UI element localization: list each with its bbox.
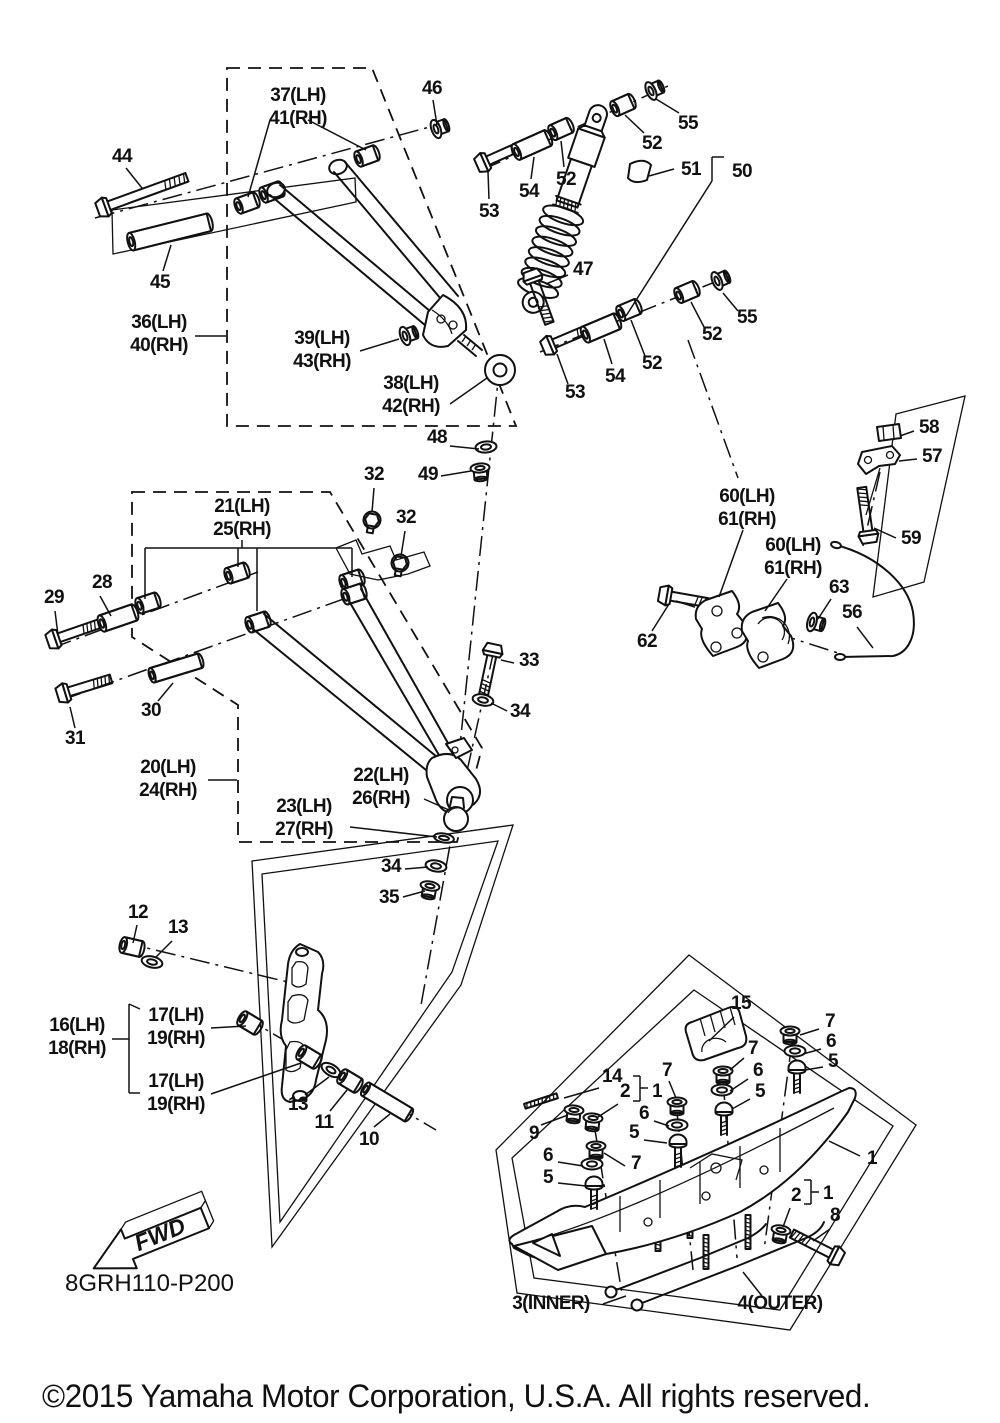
callout-label: 31 (65, 728, 85, 749)
callout-62 (637, 604, 669, 652)
bolt-31 (55, 669, 114, 704)
bolt-33 (473, 642, 504, 701)
bolt-5 (670, 1135, 687, 1168)
bushing-52 (546, 117, 575, 142)
leader-line (829, 1141, 860, 1156)
nut-7 (714, 1067, 733, 1085)
washer-6 (582, 1159, 603, 1170)
bushing-21-25 (223, 562, 252, 585)
callout-2 (783, 1180, 819, 1227)
callout-label: 6 (753, 1060, 763, 1081)
stud-14 (524, 1093, 558, 1109)
leader-line (163, 245, 171, 271)
washer-34 (425, 859, 448, 873)
washer-6 (667, 1120, 688, 1131)
callout-label: 10 (359, 1129, 379, 1150)
callout-label: 53 (565, 382, 585, 403)
callout-31 (65, 707, 86, 749)
callout-label: 49 (418, 464, 438, 485)
nut-55 (643, 77, 667, 102)
callout-label: 48 (427, 427, 447, 448)
washer-34 (472, 692, 495, 707)
callout-label: 37(LH) 41(RH) (269, 85, 327, 129)
nut-35 (418, 880, 440, 901)
callout-label: 54 (605, 366, 625, 387)
callout-7 (662, 1060, 676, 1098)
callout-4-outer- (738, 1272, 823, 1314)
callout-label: 1 (867, 1148, 877, 1169)
frame-bracket (336, 540, 430, 580)
bolt-44 (94, 168, 190, 219)
callout-1 (823, 1183, 834, 1204)
callout-label: 46 (422, 78, 442, 99)
copyright-text: ©2015 Yamaha Motor Corporation, U.S.A. All rights reserved. (41, 1377, 871, 1415)
callout-label: 52 (642, 353, 662, 374)
callout-label: 11 (314, 1112, 334, 1133)
callout-label: 55 (678, 113, 698, 134)
callout-label: 4(OUTER) (737, 1293, 823, 1314)
callout-label: 1 (823, 1183, 833, 1204)
callout-34 (381, 856, 428, 877)
callout-label: 9 (529, 1123, 539, 1144)
callout-label: 34 (381, 856, 401, 877)
callout-label: 52 (556, 169, 576, 190)
callout-label: 62 (637, 631, 657, 652)
leader-line (561, 141, 564, 167)
callout-39-lh-43-rh- (293, 328, 399, 372)
callout-54 (519, 157, 540, 202)
clamp-60-61 (696, 591, 748, 656)
leader-line (360, 339, 399, 351)
callout-36-lh-40-rh- (130, 312, 226, 356)
leader-line (783, 1208, 790, 1227)
callout-33 (501, 650, 539, 671)
collar-54 (579, 312, 623, 344)
callout-16-lh-18-rh- (48, 1004, 140, 1093)
leader-line (732, 1099, 750, 1109)
callout-5 (732, 1081, 766, 1109)
bolt-5 (789, 1061, 806, 1094)
callout-label: 56 (842, 602, 862, 623)
callout-label: 2 (791, 1185, 801, 1206)
callout-label: 47 (573, 259, 593, 280)
callout-34 (491, 701, 531, 722)
callout-20-lh-24-rh- (139, 757, 237, 801)
leader-line (723, 293, 738, 311)
callout-32 (396, 507, 416, 556)
callout-label: 5 (543, 1167, 553, 1188)
bar-end (835, 654, 845, 660)
leader-line (730, 1058, 744, 1070)
callout-label: 32 (364, 464, 384, 485)
callout-label: 29 (44, 587, 64, 608)
stabilizer-bar-56 (836, 545, 914, 657)
callout-label: 12 (128, 902, 148, 923)
callout-28 (92, 572, 112, 616)
callout-6 (543, 1145, 583, 1166)
callout-label: 6 (639, 1103, 649, 1124)
leader-line (372, 488, 374, 512)
callout-54 (604, 339, 626, 387)
callout-35 (379, 887, 425, 908)
leader-line (158, 683, 173, 701)
callout-1 (652, 1081, 663, 1102)
callout-label: 32 (396, 507, 416, 528)
collar-54 (510, 129, 554, 161)
leader-line (899, 459, 917, 461)
leader-line (818, 599, 831, 619)
leader-line (669, 1081, 676, 1098)
callout-label: 63 (829, 577, 849, 598)
callout-label: 30 (141, 700, 161, 721)
callout-9 (529, 1115, 568, 1144)
callout-label: 44 (112, 146, 132, 167)
nut-7 (668, 1098, 687, 1116)
bushing-21-25 (134, 592, 163, 615)
callout-11 (315, 1090, 347, 1133)
bushing-52 (608, 93, 637, 118)
washer-13 (141, 954, 164, 969)
leader-line (900, 431, 914, 436)
leader-line (557, 354, 568, 384)
callout-59 (874, 528, 921, 549)
flange-bolt-32 (361, 510, 381, 534)
callout-32 (364, 464, 384, 512)
bushing-37-41 (353, 144, 382, 168)
callout-label: 7 (825, 1011, 835, 1032)
callout-label: 20(LH) 24(RH) (139, 757, 197, 801)
callout-label: 34 (510, 701, 530, 722)
washer-48 (475, 441, 497, 454)
callout-label: 23(LH) 27(RH) (275, 796, 333, 840)
callout-44 (112, 146, 142, 188)
washer-6 (712, 1085, 733, 1096)
callout-48 (427, 427, 479, 449)
callout-label: 52 (642, 133, 662, 154)
leader-line (625, 115, 644, 133)
leader-line (857, 627, 873, 648)
clamp-51 (628, 161, 651, 182)
callout-label: 36(LH) 40(RH) (130, 312, 188, 356)
leader-line (652, 604, 669, 631)
callout-5 (543, 1167, 586, 1188)
leader-line (330, 1090, 347, 1111)
callout-label: 6 (543, 1145, 553, 1166)
leader-line (541, 1115, 568, 1125)
callout-label: 5 (828, 1051, 838, 1072)
nut-55 (709, 267, 733, 291)
leader-line (656, 99, 679, 113)
leader-line (450, 378, 487, 404)
callout-label: 39(LH) 43(RH) (293, 328, 351, 372)
callout-label: 7 (662, 1060, 672, 1081)
nut-7 (587, 1142, 606, 1160)
leader-line (155, 941, 172, 958)
leader-line (598, 1104, 618, 1117)
callout-label: 53 (479, 201, 499, 222)
callout-label: 51 (681, 159, 701, 180)
callout-57 (899, 446, 942, 467)
nut-7 (781, 1027, 800, 1045)
callout-37-lh-41-rh- (248, 85, 366, 197)
callout-55 (723, 293, 758, 328)
callout-label: 2 (620, 1081, 630, 1102)
callout-label: 13 (168, 917, 188, 938)
bushing-52 (672, 280, 701, 304)
callout-7 (604, 1153, 641, 1174)
callout-55 (656, 99, 699, 134)
ski-box-outer (496, 955, 916, 1330)
leader-line (70, 707, 75, 728)
callout-5 (629, 1122, 667, 1143)
damper-58 (877, 424, 901, 441)
callout-52 (691, 302, 722, 345)
leader-line (129, 1004, 140, 1009)
leader-line (800, 1029, 819, 1035)
callout-label: 17(LH) 19(RH) (147, 1005, 205, 1049)
leader-line (730, 1079, 748, 1091)
leader-line (631, 320, 645, 356)
leader-line (564, 1088, 599, 1098)
callout-51 (649, 159, 702, 180)
leader-line (558, 1183, 586, 1186)
leader-line (488, 172, 489, 199)
spindle-16-18 (281, 944, 327, 1102)
leader-line (719, 530, 743, 597)
callout-label: 54 (519, 181, 539, 202)
callout-label: 28 (92, 572, 112, 593)
nut-9 (563, 1105, 583, 1124)
leader-line (441, 471, 471, 476)
nut-49 (470, 463, 490, 482)
callout-label: 52 (702, 324, 722, 345)
bar-end (830, 541, 841, 549)
callout-label: 22(LH) 26(RH) (352, 765, 410, 809)
callout-label: 13 (288, 1094, 308, 1115)
callout-label: 3(INNER) (512, 1293, 590, 1314)
washer-6 (785, 1046, 806, 1057)
leader-line (405, 867, 428, 869)
bushing-12 (118, 936, 146, 957)
callout-38-lh-42-rh- (382, 373, 487, 417)
leader-line (649, 169, 674, 176)
washer-2 (769, 1224, 791, 1245)
bushing-37-41 (233, 191, 262, 215)
callout-45 (150, 245, 171, 293)
callout-label: 1 (652, 1081, 662, 1102)
leader-line (558, 1162, 583, 1166)
leader-line (604, 339, 612, 364)
callout-label: 33 (519, 650, 539, 671)
callout-29 (44, 587, 64, 635)
nut-39-43 (398, 323, 421, 347)
callout-52 (625, 115, 662, 154)
leader-line (501, 660, 514, 663)
callout-label: 5 (629, 1122, 639, 1143)
callout-label: 6 (826, 1031, 836, 1052)
callout-21-lh-25-rh- (145, 496, 352, 611)
callout-label: 14 (602, 1066, 622, 1087)
leader-line (126, 168, 142, 188)
nut-46 (429, 116, 452, 140)
sleeve-45 (126, 213, 215, 252)
leader-line (644, 1140, 667, 1143)
callout-52 (631, 320, 662, 374)
callout-label: 60(LH) 61(RH) (764, 535, 822, 579)
callout-label: 57 (922, 446, 942, 467)
callout-label: 17(LH) 19(RH) (147, 1071, 205, 1115)
leader-line (491, 703, 507, 711)
clamp-60-61 (742, 603, 794, 668)
callout-label: 55 (737, 307, 757, 328)
callout-label: 8 (830, 1205, 840, 1226)
callout-17-lh-19-rh- (147, 1063, 301, 1115)
callout-49 (418, 464, 471, 485)
bolt-59 (852, 486, 880, 544)
collar-28 (96, 603, 140, 632)
callout-label: 45 (150, 272, 170, 293)
upper-a-arm-group (94, 116, 515, 482)
bolt-5 (716, 1103, 733, 1136)
callout-1 (829, 1141, 878, 1169)
callout-60-lh-61-rh- (764, 535, 822, 611)
callout-12 (128, 902, 148, 943)
callout-58 (900, 417, 939, 438)
callout-label: 50 (732, 161, 752, 182)
leader-line (813, 1229, 830, 1241)
leader-line (401, 531, 405, 556)
callout-label: 58 (919, 417, 939, 438)
callout-label: 16(LH) 18(RH) (48, 1015, 106, 1059)
callout-label: 21(LH) 25(RH) (213, 496, 271, 540)
fwd-label: FWD (130, 1212, 189, 1256)
ski-group (509, 1007, 855, 1311)
callout-label: 15 (731, 993, 751, 1014)
leader-line (350, 827, 437, 837)
part-code-label: 8GRH110-P200 (65, 1270, 234, 1297)
callout-label: 59 (901, 528, 921, 549)
leader-line (374, 1114, 390, 1127)
callout-53 (479, 172, 499, 222)
nut-63 (805, 612, 827, 635)
leader-line (604, 1153, 625, 1166)
callout-label: 5 (755, 1081, 765, 1102)
callout-label: 35 (379, 887, 399, 908)
callout-46 (422, 78, 442, 125)
callout-53 (557, 354, 585, 403)
leader-line (531, 157, 534, 179)
callout-17-lh-19-rh- (147, 1005, 246, 1049)
callout-label: 7 (631, 1153, 641, 1174)
callout-8 (813, 1205, 840, 1241)
callout-30 (141, 683, 173, 721)
callout-label: 38(LH) 42(RH) (382, 373, 440, 417)
callout-label: 7 (748, 1038, 758, 1059)
callout-56 (842, 602, 873, 648)
callout-label: 60(LH) 61(RH) (718, 486, 776, 530)
callout-6 (639, 1103, 669, 1126)
